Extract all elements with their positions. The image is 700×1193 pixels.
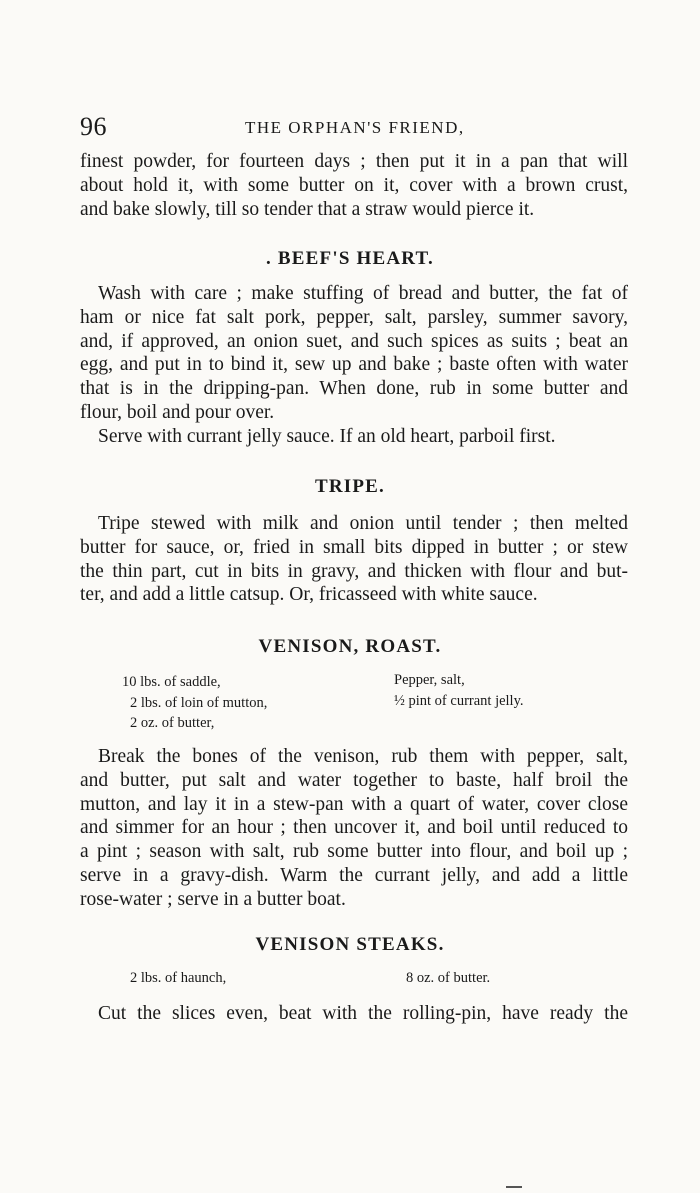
text-line: and butter, put salt and water together to baste, half broil the: [80, 769, 628, 791]
ingredients-left-column: [130, 968, 226, 989]
text-line: mutton, and lay it in a stew-pan with a quart of water, cover close: [80, 793, 628, 815]
section-heading-tripe: TRIPE.: [314, 476, 386, 497]
text-line: the thin part, cut in bits in gravy, and thicken with flour and but-: [80, 560, 628, 582]
text-line: ham or nice fat salt pork, pepper, salt, parsley, summer savory,: [80, 306, 628, 328]
text-line: Cut the slices even, beat with the rolling-pin, have ready the: [98, 1003, 628, 1024]
text-line: rose-water ; serve in a butter boat.: [80, 888, 346, 910]
text-line: a pint ; season with salt, rub some butter into flour, and boil up ;: [80, 841, 628, 863]
text-line: Tripe stewed with milk and onion until tender ; then melted: [98, 513, 628, 534]
ingredient-item: 8 oz. of butter.: [406, 970, 491, 986]
intro-paragraph: [80, 150, 628, 221]
text-line: butter for sauce, or, fried in small bits dipped in butter ; or stew: [80, 536, 628, 558]
ingredient-item: 2 lbs. of loin of mutton,: [130, 694, 268, 711]
section-heading-beefs-heart: . BEEF'S HEART.: [266, 248, 434, 269]
section-heading-venison-steaks: VENISON STEAKS.: [255, 934, 445, 955]
text-line: and simmer for an hour ; then uncover it, and boil until reduced to: [80, 817, 628, 839]
venison-roast-paragraph: [80, 745, 628, 912]
ingredient-item: ½ pint of currant jelly.: [394, 692, 524, 709]
page-number: 96: [80, 112, 107, 141]
ingredients-right-column: [406, 968, 490, 989]
text-line: and bake slowly, till so tender that a straw would pierce it.: [80, 198, 535, 220]
text-line: egg, and put in to bind it, sew up and bake ; baste often with water: [80, 354, 628, 376]
running-head: THE ORPHAN'S FRIEND,: [245, 118, 465, 137]
beefs-heart-paragraph: [80, 282, 628, 449]
tripe-paragraph: [80, 512, 628, 607]
ingredients-right-column: [394, 670, 524, 711]
ingredient-item: 2 oz. of butter,: [130, 715, 215, 731]
text-line: that is in the dripping-pan. When done, rub in some butter and: [80, 378, 628, 400]
text-line: Wash with care ; make stuffing of bread and butter, the fat of: [98, 283, 628, 304]
text-line: finest powder, for fourteen days ; then put it in a pan that will: [80, 151, 628, 172]
text-line: serve in a gravy-dish. Warm the currant jelly, and add a little: [80, 864, 628, 886]
section-heading-venison-roast: VENISON, ROAST.: [258, 636, 442, 657]
text-line: about hold it, with some butter on it, cover with a brown crust,: [80, 174, 628, 196]
text-line: Break the bones of the venison, rub them with pepper, salt,: [98, 746, 628, 767]
text-line: ter, and add a little catsup. Or, fricasseed with white sauce.: [80, 584, 538, 606]
text-line: flour, boil and pour over.: [80, 401, 275, 423]
ingredients-left-column: [122, 672, 267, 734]
text-line: Serve with currant jelly sauce. If an old heart, parboil first.: [98, 425, 556, 447]
ingredient-item: 10 lbs. of saddle,: [122, 674, 221, 690]
venison-steaks-paragraph: [80, 1002, 628, 1026]
text-line: and, if approved, an onion suet, and such spices as suits ; beat an: [80, 330, 628, 352]
print-mark: [506, 1186, 522, 1188]
ingredient-item: Pepper, salt,: [394, 672, 465, 688]
ingredient-item: 2 lbs. of haunch,: [130, 970, 227, 986]
